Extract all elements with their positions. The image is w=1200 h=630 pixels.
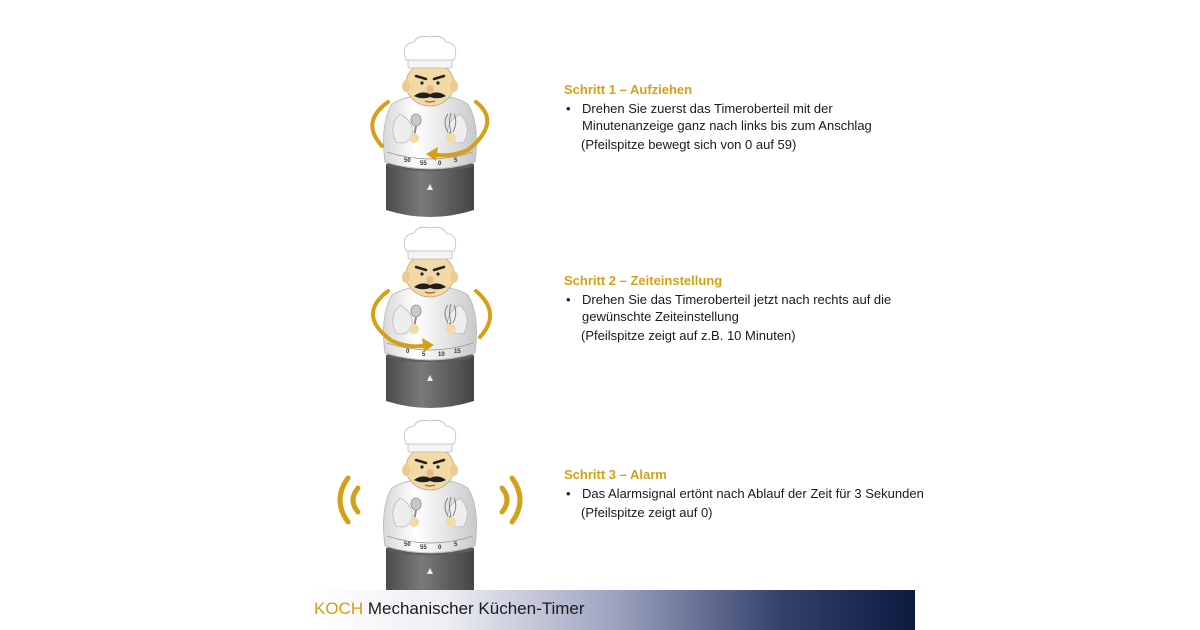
step-instruction: • Drehen Sie zuerst das Timeroberteil mit der Minutenanzeige ganz nach links bis zum Anschlag — [564, 100, 924, 134]
dial-label: 15 — [454, 349, 461, 355]
dial-label: 0 — [406, 349, 410, 355]
step-title: Schritt 1 – Aufziehen — [564, 82, 693, 97]
step-instruction: • Drehen Sie das Timeroberteil jetzt nach rechts auf die gewünschte Zeiteinstellung — [564, 291, 924, 325]
dial-label: 0 — [438, 161, 442, 167]
dial-label: 5 — [422, 352, 426, 358]
step-title: Schritt 2 – Zeiteinstellung — [564, 273, 723, 288]
step-instruction-text: Drehen Sie das Timeroberteil jetzt nach rechts auf die gewünschte Zeiteinstellung — [582, 292, 892, 324]
footer-banner — [310, 590, 915, 630]
step-instruction-text: Das Alarmsignal ertönt nach Ablauf der Zeit für 3 Sekunden — [582, 486, 924, 501]
dial-label: 55 — [420, 545, 427, 551]
sound-waves-right-icon — [492, 470, 534, 530]
step-2 — [564, 273, 924, 344]
dial-label: 50 — [404, 158, 411, 164]
dial-label: 5 — [454, 158, 458, 164]
chef-timer-illustration-step-1 — [330, 34, 530, 219]
dial-label: 55 — [420, 161, 427, 167]
step-note: (Pfeilspitze bewegt sich von 0 auf 59) — [581, 137, 797, 152]
dial-label: 0 — [438, 545, 442, 551]
dial-label: 5 — [454, 542, 458, 548]
sound-waves-left-icon — [326, 470, 368, 530]
dial-label: 10 — [438, 352, 445, 358]
step-instruction: • Das Alarmsignal ertönt nach Ablauf der Zeit für 3 Sekunden — [566, 486, 924, 501]
step-1 — [564, 82, 924, 153]
footer-title — [314, 599, 585, 619]
step-note: (Pfeilspitze zeigt auf 0) — [581, 505, 713, 520]
step-3 — [564, 467, 924, 521]
brand-name: KOCH — [314, 599, 364, 618]
product-name: Mechanischer Küchen-Timer — [367, 599, 585, 618]
step-instruction-text: Drehen Sie zuerst das Timeroberteil mit der Minutenanzeige ganz nach links bis zum Anschlag — [582, 101, 872, 133]
step-title: Schritt 3 – Alarm — [564, 467, 667, 482]
step-note: (Pfeilspitze zeigt auf z.B. 10 Minuten) — [581, 328, 796, 343]
dial-label: 50 — [404, 542, 411, 548]
chef-timer-illustration-step-2 — [330, 225, 530, 410]
